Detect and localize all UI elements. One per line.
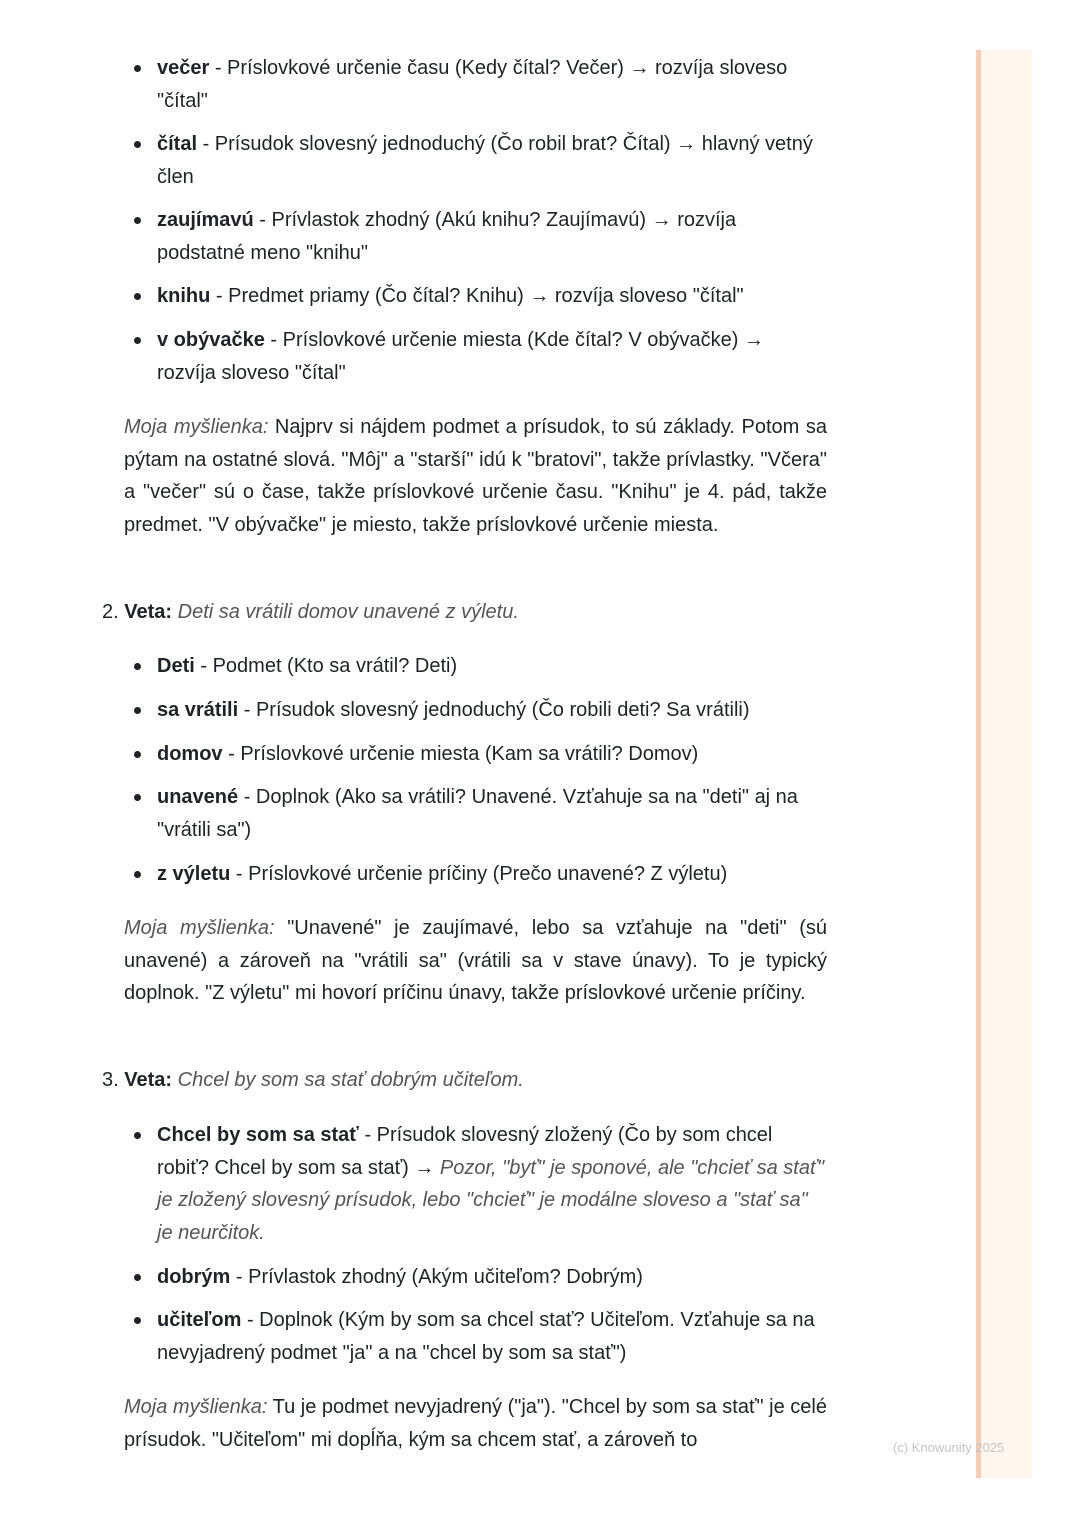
term-description: - Prísudok slovesný jednoduchý (Čo robili deti? Sa vrátili) <box>238 699 750 721</box>
list-item <box>157 128 827 193</box>
term-description: - Príslovkové určenie miesta (Kde čítal? V obývačke) → rozvíja sloveso "čítal" <box>157 329 764 384</box>
list-item <box>157 324 827 389</box>
side-strip <box>976 50 1032 1478</box>
sentence-label: Veta: <box>124 1069 173 1091</box>
term: sa vrátili <box>157 699 239 721</box>
list-item <box>157 1304 827 1369</box>
sentence-label: Veta: <box>124 601 173 623</box>
term-description: - Doplnok (Ako sa vrátili? Unavené. Vzťahuje sa na "deti" aj na "vrátili sa") <box>157 786 798 841</box>
term-description: - Predmet priamy (Čo čítal? Knihu) → rozvíja sloveso "čítal" <box>210 285 744 307</box>
item-number: 3. <box>102 1069 119 1091</box>
term: večer <box>157 57 210 79</box>
term: Deti <box>157 655 195 677</box>
list-item <box>157 650 827 683</box>
term-description: - Príslovkové určenie času (Kedy čítal? Večer) → rozvíja sloveso "čítal" <box>157 57 788 112</box>
term: unavené <box>157 786 239 808</box>
term: učiteľom <box>157 1309 242 1331</box>
block1-thought <box>124 411 827 541</box>
term: knihu <box>157 285 211 307</box>
item-number: 2. <box>102 601 119 623</box>
block2-heading <box>102 596 519 629</box>
sentence-text: Deti sa vrátili domov unavené z výletu. <box>177 601 519 623</box>
thought-label: Moja myšlienka: <box>124 917 275 939</box>
list-item <box>157 738 827 771</box>
term-description: - Prívlastok zhodný (Akým učiteľom? Dobrým) <box>230 1266 643 1288</box>
term: zaujímavú <box>157 209 254 231</box>
list-item <box>157 858 827 891</box>
list-item <box>157 204 827 269</box>
list-item <box>157 280 827 313</box>
side-accent-line <box>976 50 981 1478</box>
block3-thought <box>124 1391 827 1456</box>
sentence-text: Chcel by som sa stať dobrým učiteľom. <box>177 1069 524 1091</box>
list-item <box>157 1261 827 1294</box>
term-description: - Podmet (Kto sa vrátil? Deti) <box>194 655 458 677</box>
thought-text: Najprv si nájdem podmet a prísudok, to sú základy. Potom sa pýtam na ostatné slová. "Môj" a "starší" idú k "bratovi", takže prívlastky. "Včera" a "večer" sú o čase, takže príslovkové určenie času. "Knihu" je 4. pád, takže predmet. "V obývačke" je miesto, takže príslovkové určenie miesta. <box>124 416 827 536</box>
term-description: - Prísudok slovesný zložený (Čo by som chcel robiť? Chcel by som sa stať) → <box>157 1124 773 1179</box>
list-item <box>157 1119 827 1249</box>
term: dobrým <box>157 1266 231 1288</box>
watermark: (c) Knowunity 2025 <box>893 1440 1005 1455</box>
thought-label: Moja myšlienka: <box>124 416 269 438</box>
block2-thought <box>124 912 827 1010</box>
term-description: - Príslovkové určenie miesta (Kam sa vrátili? Domov) <box>222 743 699 765</box>
term: čítal <box>157 133 198 155</box>
block3-heading <box>102 1064 524 1097</box>
term-description: - Doplnok (Kým by som sa chcel stať? Učiteľom. Vzťahuje sa na nevyjadrený podmet "ja" a na "chcel by som sa stať") <box>157 1309 815 1364</box>
term: v obývačke <box>157 329 265 351</box>
list-item <box>157 52 827 117</box>
term-description: - Prísudok slovesný jednoduchý (Čo robil brat? Čítal) → hlavný vetný člen <box>157 133 813 188</box>
thought-label: Moja myšlienka: <box>124 1396 268 1418</box>
term: z výletu <box>157 863 231 885</box>
thought-text: Tu je podmet nevyjadrený ("ja"). "Chcel by som sa stať" je celé prísudok. "Učiteľom" mi dopĺňa, kým sa chcem stať, a zároveň to <box>124 1396 827 1451</box>
term-description: - Prívlastok zhodný (Akú knihu? Zaujímavú) → rozvíja podstatné meno "knihu" <box>157 209 737 264</box>
term: domov <box>157 743 223 765</box>
term-note: Pozor, "byť" je sponové, ale "chcieť sa stať" je zložený slovesný prísudok, lebo "chcieť" je modálne sloveso a "stať sa" je neurčitok. <box>157 1156 825 1244</box>
list-item <box>157 694 827 727</box>
term: Chcel by som sa stať <box>157 1124 359 1146</box>
list-item <box>157 781 827 846</box>
thought-text: "Unavené" je zaujímavé, lebo sa vzťahuje na "deti" (sú unavené) a zároveň na "vrátili sa" (vrátili sa v stave únavy). To je typický doplnok. "Z výletu" mi hovorí príčinu únavy, takže príslovkové určenie príčiny. <box>124 917 828 1004</box>
term-description: - Príslovkové určenie príčiny (Prečo unavené? Z výletu) <box>230 863 728 885</box>
